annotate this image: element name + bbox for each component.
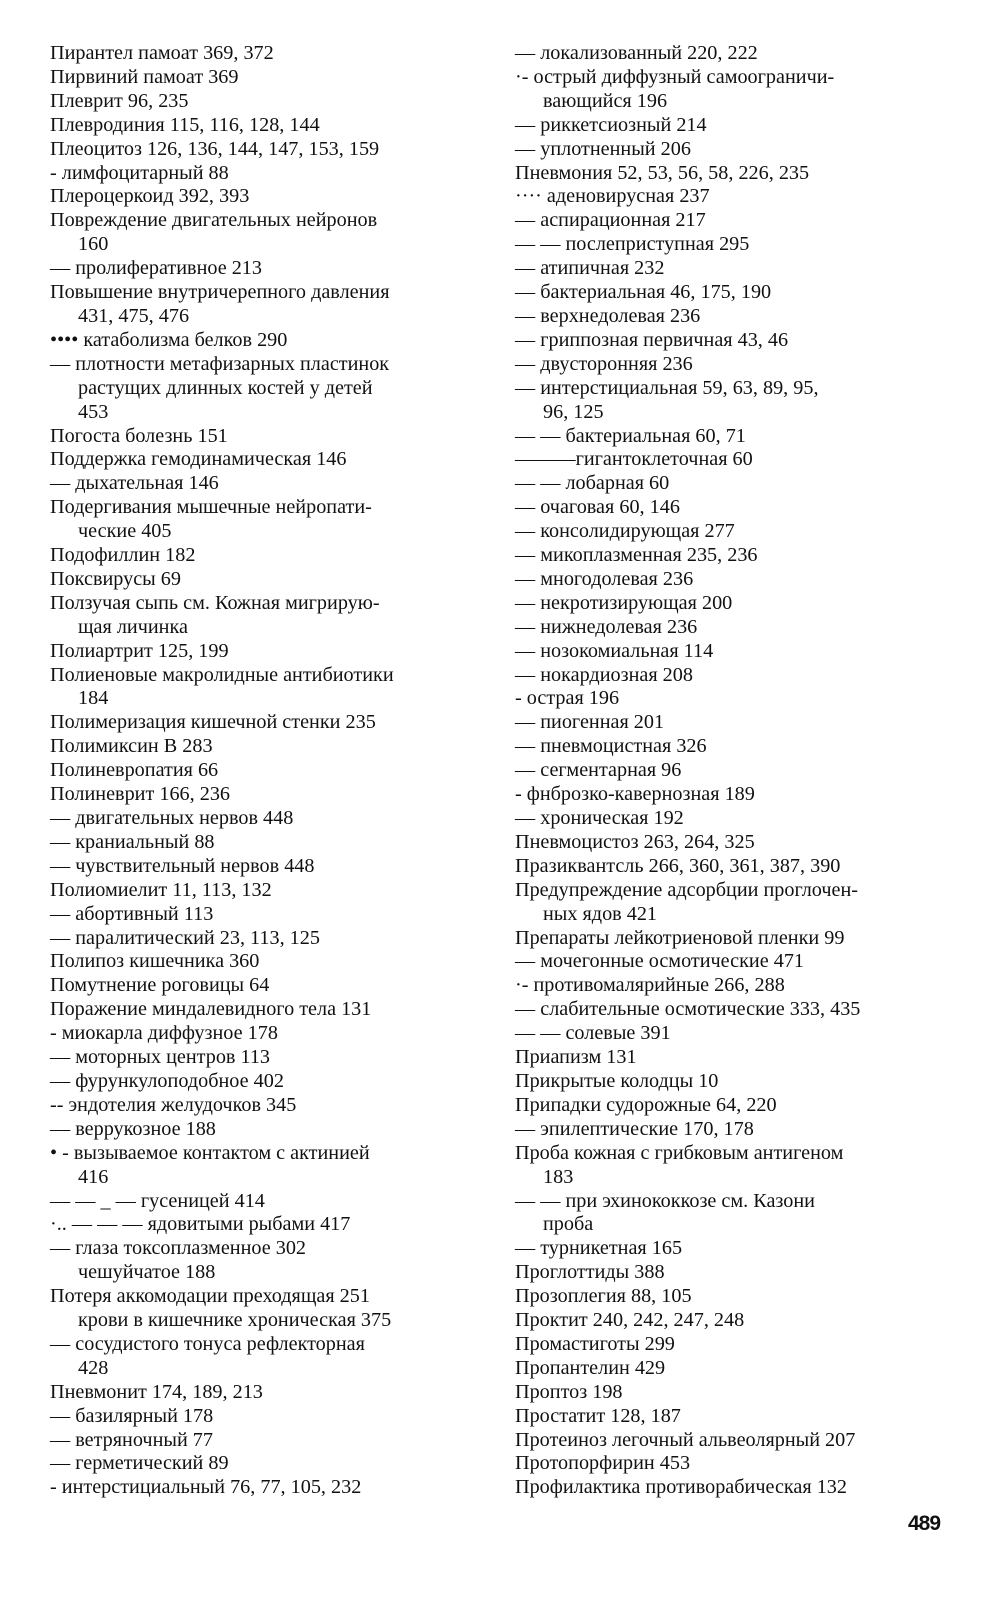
- index-subentry: — — послеприступная 295: [515, 233, 750, 256]
- index-entry-continuation: ных ядов 421: [543, 902, 658, 925]
- index-subentry: — слабительные осмотические 333, 435: [515, 998, 861, 1021]
- index-entry: Полимеризация кишечной стенки 235: [50, 711, 376, 734]
- index-subentry: — двусторонняя 236: [515, 352, 693, 375]
- index-entry: Плевродиния 115, 116, 128, 144: [50, 113, 320, 136]
- index-entry: Проглоттиды 388: [515, 1261, 665, 1284]
- index-entry-continuation: 183: [543, 1165, 574, 1188]
- index-entry: Пирвиний памоат 369: [50, 65, 239, 88]
- index-subentry: — паралитический 23, 113, 125: [50, 926, 320, 949]
- index-entry: Простатит 128, 187: [515, 1404, 681, 1427]
- index-entry: Профилактика противорабическая 132: [515, 1476, 847, 1499]
- index-entry-continuation: крови в кишечнике хроническая 375: [78, 1309, 392, 1332]
- index-subentry: — абортивный 113: [50, 902, 214, 925]
- index-entry: Поксвирусы 69: [50, 567, 181, 590]
- index-subentry: -- эндотелия желудочков 345: [50, 1093, 297, 1116]
- index-subentry: — турникетная 165: [515, 1237, 683, 1260]
- page-number: 489: [908, 1512, 941, 1535]
- index-subentry: — пневмоцистная 326: [515, 735, 707, 758]
- index-subentry: — верхнедолевая 236: [515, 304, 701, 327]
- index-entry: Ползучая сыпь см. Кожная мигрирую-: [50, 591, 380, 614]
- index-entry: Полиартрит 125, 199: [50, 639, 229, 662]
- index-subentry: — веррукозное 188: [50, 1117, 216, 1140]
- index-subentry: — моторных центров 113: [50, 1046, 271, 1069]
- index-entry: Промастиготы 299: [515, 1332, 675, 1355]
- index-entry: Проба кожная с грибковым антигеном: [515, 1141, 844, 1164]
- index-subentry: — консолидирующая 277: [515, 520, 735, 543]
- index-entry: Припадки судорожные 64, 220: [515, 1093, 777, 1116]
- index-subentry: — мочегонные осмотические 471: [515, 950, 805, 973]
- index-entry: Плероцеркоид 392, 393: [50, 185, 250, 208]
- index-entry: Пирантел памоат 369, 372: [50, 42, 274, 64]
- index-subentry: — нокардиозная 208: [515, 663, 693, 686]
- index-subentry: — пролиферативное 213: [50, 257, 262, 280]
- index-subentry: — гриппозная первичная 43, 46: [515, 328, 789, 351]
- index-entry: Полиневрит 166, 236: [50, 783, 231, 806]
- index-entry: Предупреждение адсорбции проглочен-: [515, 878, 859, 901]
- index-entry: Празиквантсль 266, 360, 361, 387, 390: [515, 854, 841, 877]
- index-subentry: — — бактериальная 60, 71: [515, 424, 746, 447]
- index-entry-continuation: ческие 405: [78, 520, 172, 543]
- index-entry: Плеоцитоз 126, 136, 144, 147, 153, 159: [50, 137, 380, 160]
- index-subentry: — дыхательная 146: [50, 472, 219, 495]
- index-entry-continuation: 416: [78, 1165, 109, 1188]
- index-subentry: — сегментарная 96: [515, 759, 682, 782]
- index-entry: Приапизм 131: [515, 1046, 637, 1069]
- index-entry: Повреждение двигательных нейронов: [50, 209, 378, 232]
- index-subentry: — риккетсиозный 214: [515, 113, 707, 136]
- index-subentry: ·.. — — — ядовитыми рыбами 417: [50, 1213, 351, 1236]
- index-entry-continuation: 431, 475, 476: [78, 304, 190, 327]
- index-entry: Прозоплегия 88, 105: [515, 1285, 692, 1308]
- index-entry: Полимиксин В 283: [50, 735, 213, 758]
- index-entry-continuation: щая личинка: [78, 615, 188, 638]
- index-entry: Подофиллин 182: [50, 544, 196, 567]
- index-entry: Протопорфирин 453: [515, 1452, 691, 1475]
- index-subentry: — интерстициальная 59, 63, 89, 95,: [515, 376, 819, 399]
- index-subentry: — чувствительный нервов 448: [50, 854, 315, 877]
- index-subentry: — эпилептические 170, 178: [515, 1117, 754, 1140]
- index-entry: Плеврит 96, 235: [50, 89, 189, 112]
- index-entry: Потеря аккомодации преходящая 251: [50, 1285, 370, 1308]
- index-entry-continuation: чешуйчатое 188: [78, 1261, 216, 1284]
- index-entry: Полиеновые макролидные антибиотики: [50, 663, 394, 686]
- index-subentry: — очаговая 60, 146: [515, 496, 680, 519]
- index-subentry: — нижнедолевая 236: [515, 615, 698, 638]
- index-subentry: ·- острый диффузный самоограничи-: [515, 65, 835, 88]
- index-entry: Поддержка гемодинамическая 146: [50, 448, 347, 471]
- index-subentry: — атипичная 232: [515, 257, 665, 280]
- index-entry-continuation: 184: [78, 687, 109, 710]
- index-subentry: — локализованный 220, 222: [515, 42, 758, 64]
- index-subentry: - фнброзко-кавернозная 189: [515, 783, 755, 806]
- index-subentry: •••• катаболизма белков 290: [50, 328, 288, 351]
- index-entry-continuation: 453: [78, 400, 109, 423]
- index-entry-continuation: растущих длинных костей у детей: [78, 376, 373, 399]
- index-subentry: — сосудистого тонуса рефлекторная: [50, 1332, 365, 1355]
- index-subentry: — глаза токсоплазменное 302: [50, 1237, 307, 1260]
- index-entry: Подергивания мышечные нейропати-: [50, 496, 372, 519]
- index-entry-continuation: 160: [78, 233, 109, 256]
- index-entry: Пневмония 52, 53, 56, 58, 226, 235: [515, 161, 810, 184]
- index-entry-continuation: проба: [543, 1213, 594, 1236]
- index-subentry: — бактериальная 46, 175, 190: [515, 281, 772, 304]
- index-entry: Проптоз 198: [515, 1380, 623, 1403]
- index-entry: Проктит 240, 242, 247, 248: [515, 1309, 745, 1332]
- index-subentry: — уплотненный 206: [515, 137, 691, 160]
- index-subentry: — нозокомиальная 114: [515, 639, 714, 662]
- index-subentry: ·- противомалярийные 266, 288: [515, 974, 785, 997]
- index-subentry: — герметический 89: [50, 1452, 229, 1475]
- index-entry: Полиневропатия 66: [50, 759, 219, 782]
- index-subentry: — — при эхинококкозе см. Казони: [515, 1189, 815, 1212]
- index-subentry: - лимфоцитарный 88: [50, 161, 229, 184]
- index-subentry: — ветряночный 77: [50, 1428, 213, 1451]
- index-subentry: — хроническая 192: [515, 807, 684, 829]
- index-entry: Погоста болезнь 151: [50, 424, 228, 447]
- index-subentry: — краниальный 88: [50, 830, 215, 853]
- index-column-left: [50, 42, 480, 1500]
- index-subentry: ···· аденовирусная 237: [515, 185, 710, 208]
- index-subentry: - острая 196: [515, 687, 620, 710]
- index-subentry: — — лобарная 60: [515, 472, 670, 495]
- index-subentry: — — _ — гусеницей 414: [50, 1189, 265, 1212]
- index-entry: Пневмонит 174, 189, 213: [50, 1380, 263, 1403]
- index-entry: Прикрытые колодцы 10: [515, 1069, 719, 1092]
- index-subentry: — некротизирующая 200: [515, 591, 733, 614]
- index-subentry: ———гигантоклеточная 60: [515, 448, 753, 471]
- index-entry: Пневмоцистоз 263, 264, 325: [515, 830, 755, 853]
- index-column-right: [515, 42, 955, 1500]
- index-subentry: - миокарла диффузное 178: [50, 1022, 278, 1045]
- index-entry-continuation: 96, 125: [543, 400, 604, 423]
- index-entry: Пропантелин 429: [515, 1356, 666, 1379]
- index-subentry: — микоплазменная 235, 236: [515, 544, 758, 567]
- index-subentry: — двигательных нервов 448: [50, 807, 294, 829]
- index-subentry: — аспирационная 217: [515, 209, 706, 232]
- index-entry-continuation: вающийся 196: [543, 89, 668, 112]
- index-subentry: - интерстициальный 76, 77, 105, 232: [50, 1476, 362, 1499]
- index-entry: Поражение миндалевидного тела 131: [50, 998, 372, 1021]
- index-entry: Полиомиелит 11, 113, 132: [50, 878, 272, 901]
- index-entry: Полипоз кишечника 360: [50, 950, 260, 973]
- index-subentry: — — солевые 391: [515, 1022, 671, 1045]
- index-entry: Протеиноз легочный альвеолярный 207: [515, 1428, 856, 1451]
- index-subentry: — многодолевая 236: [515, 567, 694, 590]
- index-entry: Препараты лейкотриеновой пленки 99: [515, 926, 845, 949]
- index-subentry: — пиогенная 201: [515, 711, 665, 734]
- index-subentry: — фурункулоподобное 402: [50, 1069, 284, 1092]
- index-subentry: • - вызываемое контактом с актинией: [50, 1141, 370, 1164]
- index-entry: Повышение внутричерепного давления: [50, 281, 390, 304]
- index-entry-continuation: 428: [78, 1356, 109, 1379]
- index-subentry: — базилярный 178: [50, 1404, 214, 1427]
- index-entry: Помутнение роговицы 64: [50, 974, 270, 997]
- index-subentry: — плотности метафизарных пластинок: [50, 352, 390, 375]
